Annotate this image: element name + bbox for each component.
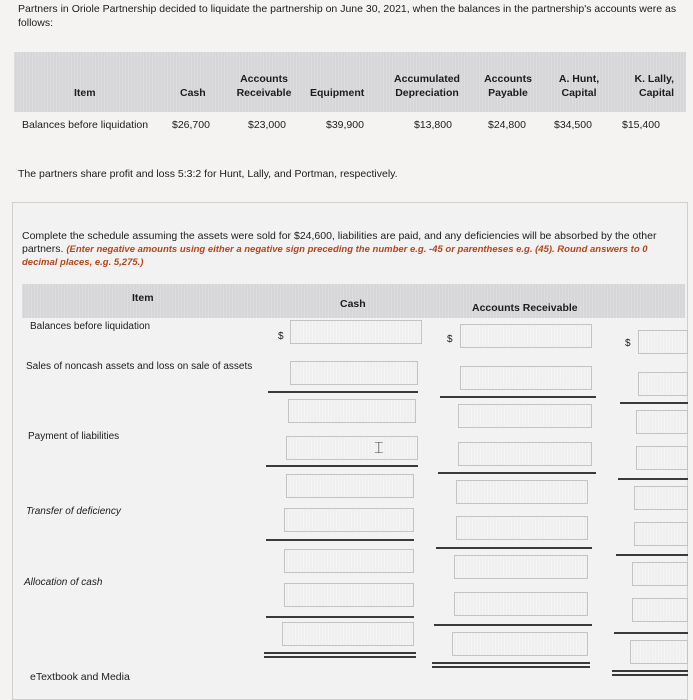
currency-symbol: $ [625, 338, 631, 349]
ar-allocation-input[interactable] [454, 592, 588, 616]
balances-table [14, 52, 686, 150]
ar-subtotal-1-input[interactable] [458, 404, 592, 428]
value-equipment: $39,900 [326, 119, 364, 131]
total-rule [612, 674, 688, 676]
schedule-row-transfer: Transfer of deficiency [26, 506, 121, 517]
cash-subtotal-2-input[interactable] [286, 474, 414, 498]
col3-transfer-input[interactable] [634, 522, 688, 546]
cash-transfer-input[interactable] [284, 508, 414, 532]
text-cursor-icon: ⌶ [374, 438, 384, 457]
col3-balance-input[interactable] [638, 330, 688, 354]
col3-final-input[interactable] [630, 640, 688, 664]
ar-transfer-input[interactable] [456, 516, 588, 540]
ar-final-input[interactable] [452, 632, 588, 656]
value-accumulated-depreciation: $13,800 [414, 119, 452, 131]
schedule-header [22, 284, 685, 318]
ar-sales-input[interactable] [460, 366, 592, 390]
col3-payment-input[interactable] [636, 446, 688, 470]
schedule-row-balances: Balances before liquidation [30, 321, 151, 332]
col-cash: Cash [180, 87, 206, 99]
value-cash: $26,700 [172, 119, 210, 131]
col3-subtotal-3-input[interactable] [632, 562, 688, 586]
cash-final-input[interactable] [282, 622, 414, 646]
schedule-col-cash: Cash [340, 298, 366, 310]
value-accounts-payable: $24,800 [488, 119, 526, 131]
total-rule [438, 472, 596, 474]
cash-subtotal-3-input[interactable] [284, 549, 414, 573]
total-rule [432, 666, 590, 668]
total-rule [432, 662, 590, 664]
ar-payment-input[interactable] [458, 442, 592, 466]
total-rule [266, 539, 414, 541]
cash-balance-input[interactable] [290, 320, 422, 344]
value-hunt-capital: $34,500 [554, 119, 592, 131]
total-rule [618, 478, 688, 480]
ar-subtotal-2-input[interactable] [456, 480, 588, 504]
schedule-col-item: Item [132, 292, 154, 304]
ar-balance-input[interactable] [460, 324, 592, 348]
schedule-row-sales: Sales of noncash assets and loss on sale of assets [26, 361, 253, 372]
col-accounts-payable: Accounts Payable [484, 73, 532, 99]
cash-allocation-input[interactable] [284, 583, 414, 607]
total-rule [440, 396, 596, 398]
instructions-main: Complete the schedule assuming the assets were sold for $24,600, liabilities are paid, and any deficiencies will be absorbed by the other partners. [22, 230, 657, 255]
profit-loss-ratio: The partners share profit and loss 5:3:2 for Hunt, Lally, and Portman, respectively. [18, 168, 398, 180]
total-rule [434, 624, 592, 626]
total-rule [436, 547, 592, 549]
total-rule [266, 465, 418, 467]
currency-symbol: $ [278, 331, 284, 342]
col-hunt-capital: A. Hunt, Capital [558, 73, 600, 99]
total-rule [266, 616, 414, 618]
total-rule [268, 391, 418, 393]
col-equipment: Equipment [310, 87, 365, 99]
instructions-note: (Enter negative amounts using either a negative sign preceding the number e.g. -45 or parentheses e.g. (45). Round answers to 0 decimal places, e.g. 5,275.) [22, 244, 648, 268]
cash-subtotal-1-input[interactable] [288, 399, 416, 423]
value-lally-capital: $15,400 [622, 119, 660, 131]
currency-symbol: $ [447, 334, 453, 345]
total-rule [620, 402, 688, 404]
problem-intro: Partners in Oriole Partnership decided to liquidate the partnership on June 30, 2021, when the balances in the partnership's accounts were as follows: [18, 3, 677, 29]
col-accounts-receivable: Accounts Receivable [236, 73, 292, 99]
schedule-row-allocation: Allocation of cash [24, 577, 103, 588]
instructions [22, 230, 672, 269]
total-rule [612, 670, 688, 672]
row-label: Balances before liquidation [22, 119, 149, 131]
col-lally-capital: K. Lally, Capital [634, 73, 674, 99]
col3-allocation-input[interactable] [632, 598, 688, 622]
schedule-col-accounts-receivable: Accounts Receivable [472, 302, 578, 314]
ar-subtotal-3-input[interactable] [454, 555, 588, 579]
col3-subtotal-2-input[interactable] [634, 486, 688, 510]
cash-payment-input[interactable] [286, 436, 418, 460]
total-rule [614, 632, 688, 634]
cash-sales-input[interactable] [290, 361, 418, 385]
schedule-row-payment: Payment of liabilities [28, 431, 120, 442]
col-item: Item [74, 87, 96, 99]
total-rule [264, 656, 416, 658]
total-rule [264, 652, 416, 654]
col3-sales-input[interactable] [638, 372, 688, 396]
col3-subtotal-1-input[interactable] [636, 410, 688, 434]
col-accumulated-depreciation: Accumulated Depreciation [394, 73, 460, 99]
etextbook-link[interactable]: eTextbook and Media [30, 671, 130, 683]
total-rule [616, 554, 688, 556]
value-accounts-receivable: $23,000 [248, 119, 286, 131]
